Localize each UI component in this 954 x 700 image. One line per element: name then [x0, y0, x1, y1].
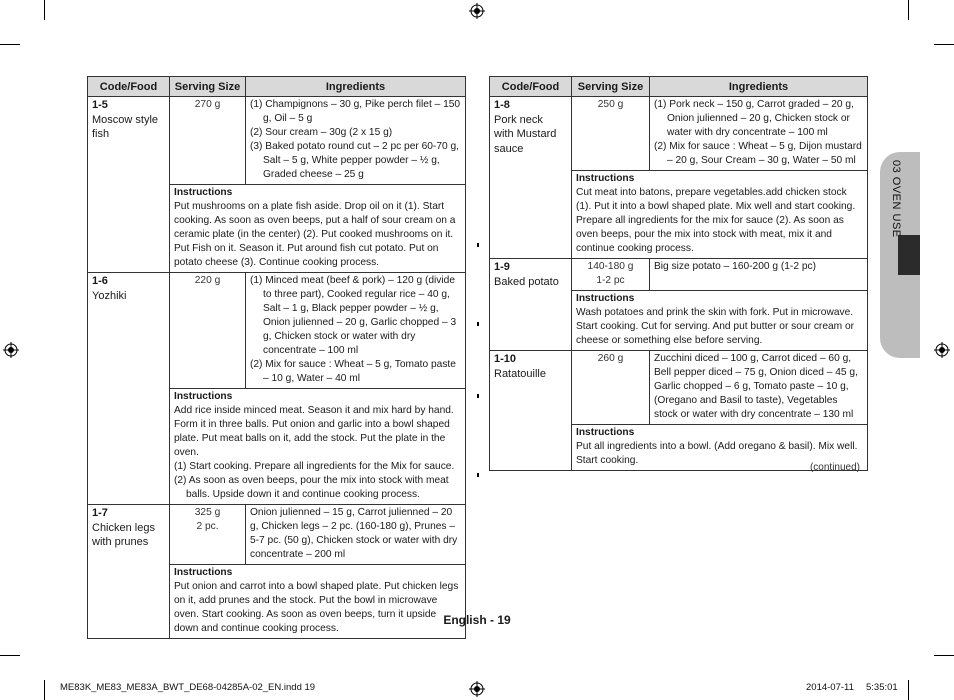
recipe-code: 1-5	[92, 99, 108, 111]
chapter-tab-marker	[898, 235, 920, 275]
serving-size-cell	[170, 97, 246, 185]
code-food-cell	[88, 97, 170, 273]
instructions-heading: Instructions	[576, 293, 635, 304]
header-ingredients: Ingredients	[246, 77, 466, 97]
header-code-food: Code/Food	[88, 77, 170, 97]
food-name: sauce	[494, 142, 524, 155]
code-food-cell	[490, 259, 572, 351]
ingredient-item: (1) Champignons – 30 g, Pike perch filet – 150 g, Oil – 5 g	[250, 99, 461, 124]
recipe-code: 1-10	[494, 353, 517, 365]
serving-size-cell	[572, 97, 650, 171]
ingredients-cell	[650, 97, 868, 171]
food-name: Baked potato	[494, 275, 559, 288]
instructions-heading: Instructions	[174, 567, 233, 578]
recipe-code: 1-6	[92, 275, 108, 287]
crop-mark	[44, 680, 45, 700]
header-ingredients: Ingredients	[650, 77, 868, 97]
page-number: English - 19	[443, 613, 511, 627]
ingredients-cell	[246, 505, 466, 565]
instructions-cell	[170, 389, 466, 505]
recipe-code: 1-7	[92, 507, 108, 519]
food-name: with Mustard	[494, 128, 557, 140]
ingredient-item: Onion julienned – 15 g, Carrot julienned – 20 g, Chicken legs – 2 pc. (160-180 g), Prunes – 5-7 pc. (50 g), Chicken stock or water with dry concentrate – 200 ml	[250, 507, 458, 560]
serving-size: 2 pc.	[196, 521, 219, 532]
ingredient-item: (2) Sour cream – 30g (2 x 15 g)	[250, 127, 393, 138]
instruction-text: Put mushrooms on a plate fish aside. Drop oil on it (1). Start cooking. As soon as oven beeps, put a half of sour cream on a ceramic plate (in the center) (2). Put cooked mushrooms on it. Put Fish on it. Season it. Put around fish cut potato. Put on potato cheese (3). Continue cooking process.	[174, 201, 456, 268]
ingredients-cell	[246, 273, 466, 389]
header-serving-size: Serving Size	[572, 77, 650, 97]
ingredient-item: Zucchini diced – 100 g, Carrot diced – 60 g, Bell pepper diced – 75 g, Onion diced – 45 g, Garlic chopped – 6 g, Tomato paste – 10 g, (Oregano and Basil to taste), Vegetables stock or water with dry concentrate – 130 ml	[654, 353, 858, 420]
serving-size: 1-2 pc	[596, 275, 625, 286]
code-food-cell	[88, 273, 170, 505]
ingredients-cell	[246, 97, 466, 185]
food-name: Chicken legs	[92, 521, 155, 534]
serving-size-cell	[572, 259, 650, 291]
code-food-cell	[490, 351, 572, 471]
recipe-code: 1-9	[494, 261, 510, 273]
instruction-text: Put onion and carrot into a bowl shaped plate. Put chicken legs on it, add prunes and the stock. Put the bowl in microwave oven. Start cooking. As soon as oven beeps, turn it upside down and continue cooking process.	[174, 581, 459, 634]
instruction-text: Cut meat into batons, prepare vegetables.add chicken stock (1). Put it into a bowl shaped plate. Mix well and start cooking. Prepare all ingredients for the mix for sauce (2). As soon as oven beeps, pour the mix into stock with meat, mix it and continue cooking process.	[576, 187, 856, 254]
instruction-text: (1) Start cooking. Prepare all ingredients for the Mix for sauce.	[174, 461, 455, 472]
serving-size: 270 g	[194, 99, 221, 110]
instructions-heading: Instructions	[174, 187, 233, 198]
recipe-row	[88, 273, 466, 389]
instructions-heading: Instructions	[576, 427, 635, 438]
food-name: Yozhiki	[92, 289, 127, 302]
ingredient-item: (2) Mix for sauce : Wheat – 5 g, Dijon mustard – 20 g, Sour Cream – 30 g, Water – 50 ml	[654, 141, 862, 166]
instructions-cell	[572, 171, 868, 259]
fold-mark	[477, 322, 479, 326]
ingredient-item: Big size potato – 160-200 g (1-2 pc)	[654, 261, 816, 272]
ingredient-item: (1) Pork neck – 150 g, Carrot graded – 20 g, Onion julienned – 20 g, Chicken stock or water with dry concentrate – 100 ml	[654, 99, 854, 138]
ingredients-cell	[650, 351, 868, 425]
header-code-food: Code/Food	[490, 77, 572, 97]
recipe-row	[490, 351, 868, 425]
food-name: Ratatouille	[494, 367, 546, 380]
table-header-row	[88, 77, 466, 97]
chapter-label: 03 OVEN USE	[890, 160, 902, 238]
instructions-heading: Instructions	[576, 173, 635, 184]
food-name: with prunes	[92, 536, 149, 548]
ingredients-cell	[650, 259, 868, 291]
recipe-table-left	[87, 76, 466, 639]
crop-mark	[44, 0, 45, 20]
fold-mark	[477, 394, 479, 398]
recipe-row	[88, 505, 466, 565]
crop-mark	[934, 655, 954, 656]
footer-filename: ME83K_ME83_ME83A_BWT_DE68-04285A-02_EN.indd 19	[60, 682, 316, 693]
food-name: Pork neck	[494, 113, 543, 126]
food-name: Moscow style	[92, 113, 159, 126]
recipe-row	[490, 259, 868, 291]
instructions-heading: Instructions	[174, 391, 233, 402]
crop-mark	[934, 44, 954, 45]
registration-mark-icon	[934, 342, 950, 358]
recipe-code: 1-8	[494, 99, 510, 111]
ingredient-item: (3) Baked potato round cut – 2 pc per 60-70 g, Salt – 5 g, White pepper powder – ½ g, Graded cheese – 25 g	[250, 141, 459, 180]
serving-size: 325 g	[194, 507, 221, 518]
footer-time: 5:35:01	[866, 682, 898, 693]
crop-mark	[0, 655, 20, 656]
fold-mark	[477, 473, 479, 477]
serving-size: 250 g	[597, 99, 624, 110]
registration-mark-icon	[469, 681, 485, 697]
instructions-cell	[170, 565, 466, 639]
serving-size: 220 g	[194, 275, 221, 286]
crop-mark	[908, 0, 909, 20]
table-header-row	[490, 77, 868, 97]
serving-size: 140-180 g	[587, 261, 634, 272]
crop-mark	[0, 44, 20, 45]
recipe-row	[490, 97, 868, 171]
ingredient-item: (1) Minced meat (beef & pork) – 120 g (divide to three part), Cooked regular rice – 40 g, Salt – 1 g, Black pepper powder – ½ g, Onion julienned – 20 g, Garlic chopped – 3 g, Chicken stock or water with dry concentrate – 100 ml	[250, 275, 457, 356]
recipe-table-right	[489, 76, 868, 471]
footer-date: 2014-07-11	[806, 682, 854, 693]
serving-size-cell	[170, 505, 246, 565]
fold-mark	[477, 243, 479, 247]
registration-mark-icon	[3, 342, 19, 358]
recipe-row	[88, 97, 466, 185]
instructions-cell	[170, 185, 466, 273]
serving-size-cell	[572, 351, 650, 425]
header-serving-size: Serving Size	[170, 77, 246, 97]
serving-size-cell	[170, 273, 246, 389]
code-food-cell	[490, 97, 572, 259]
continued-note: (continued)	[809, 462, 860, 473]
instruction-text: (2) As soon as oven beeps, pour the mix into stock with meat balls. Upside down it and continue cooking process.	[174, 475, 449, 500]
instruction-text: Put all ingredients into a bowl. (Add oregano & basil). Mix well. Start cooking.	[576, 441, 858, 466]
instructions-cell	[572, 291, 868, 351]
instruction-text: Add rice inside minced meat. Season it and mix hard by hand. Form it in three balls. Put onion and garlic into a bowl shaped plate. Put meat balls on it, add the stock. Put the plate in the oven.	[174, 405, 454, 458]
crop-mark	[908, 680, 909, 700]
food-name: fish	[92, 128, 110, 140]
ingredient-item: (2) Mix for sauce : Wheat – 5 g, Tomato paste – 10 g, Water – 40 ml	[250, 359, 456, 384]
registration-mark-icon	[469, 3, 485, 19]
instruction-text: Wash potatoes and prink the skin with fork. Put in microwave. Start cooking. Cut for serving. And put butter or sour cream or cheese or something else before serving.	[576, 307, 855, 346]
serving-size: 260 g	[597, 353, 624, 364]
